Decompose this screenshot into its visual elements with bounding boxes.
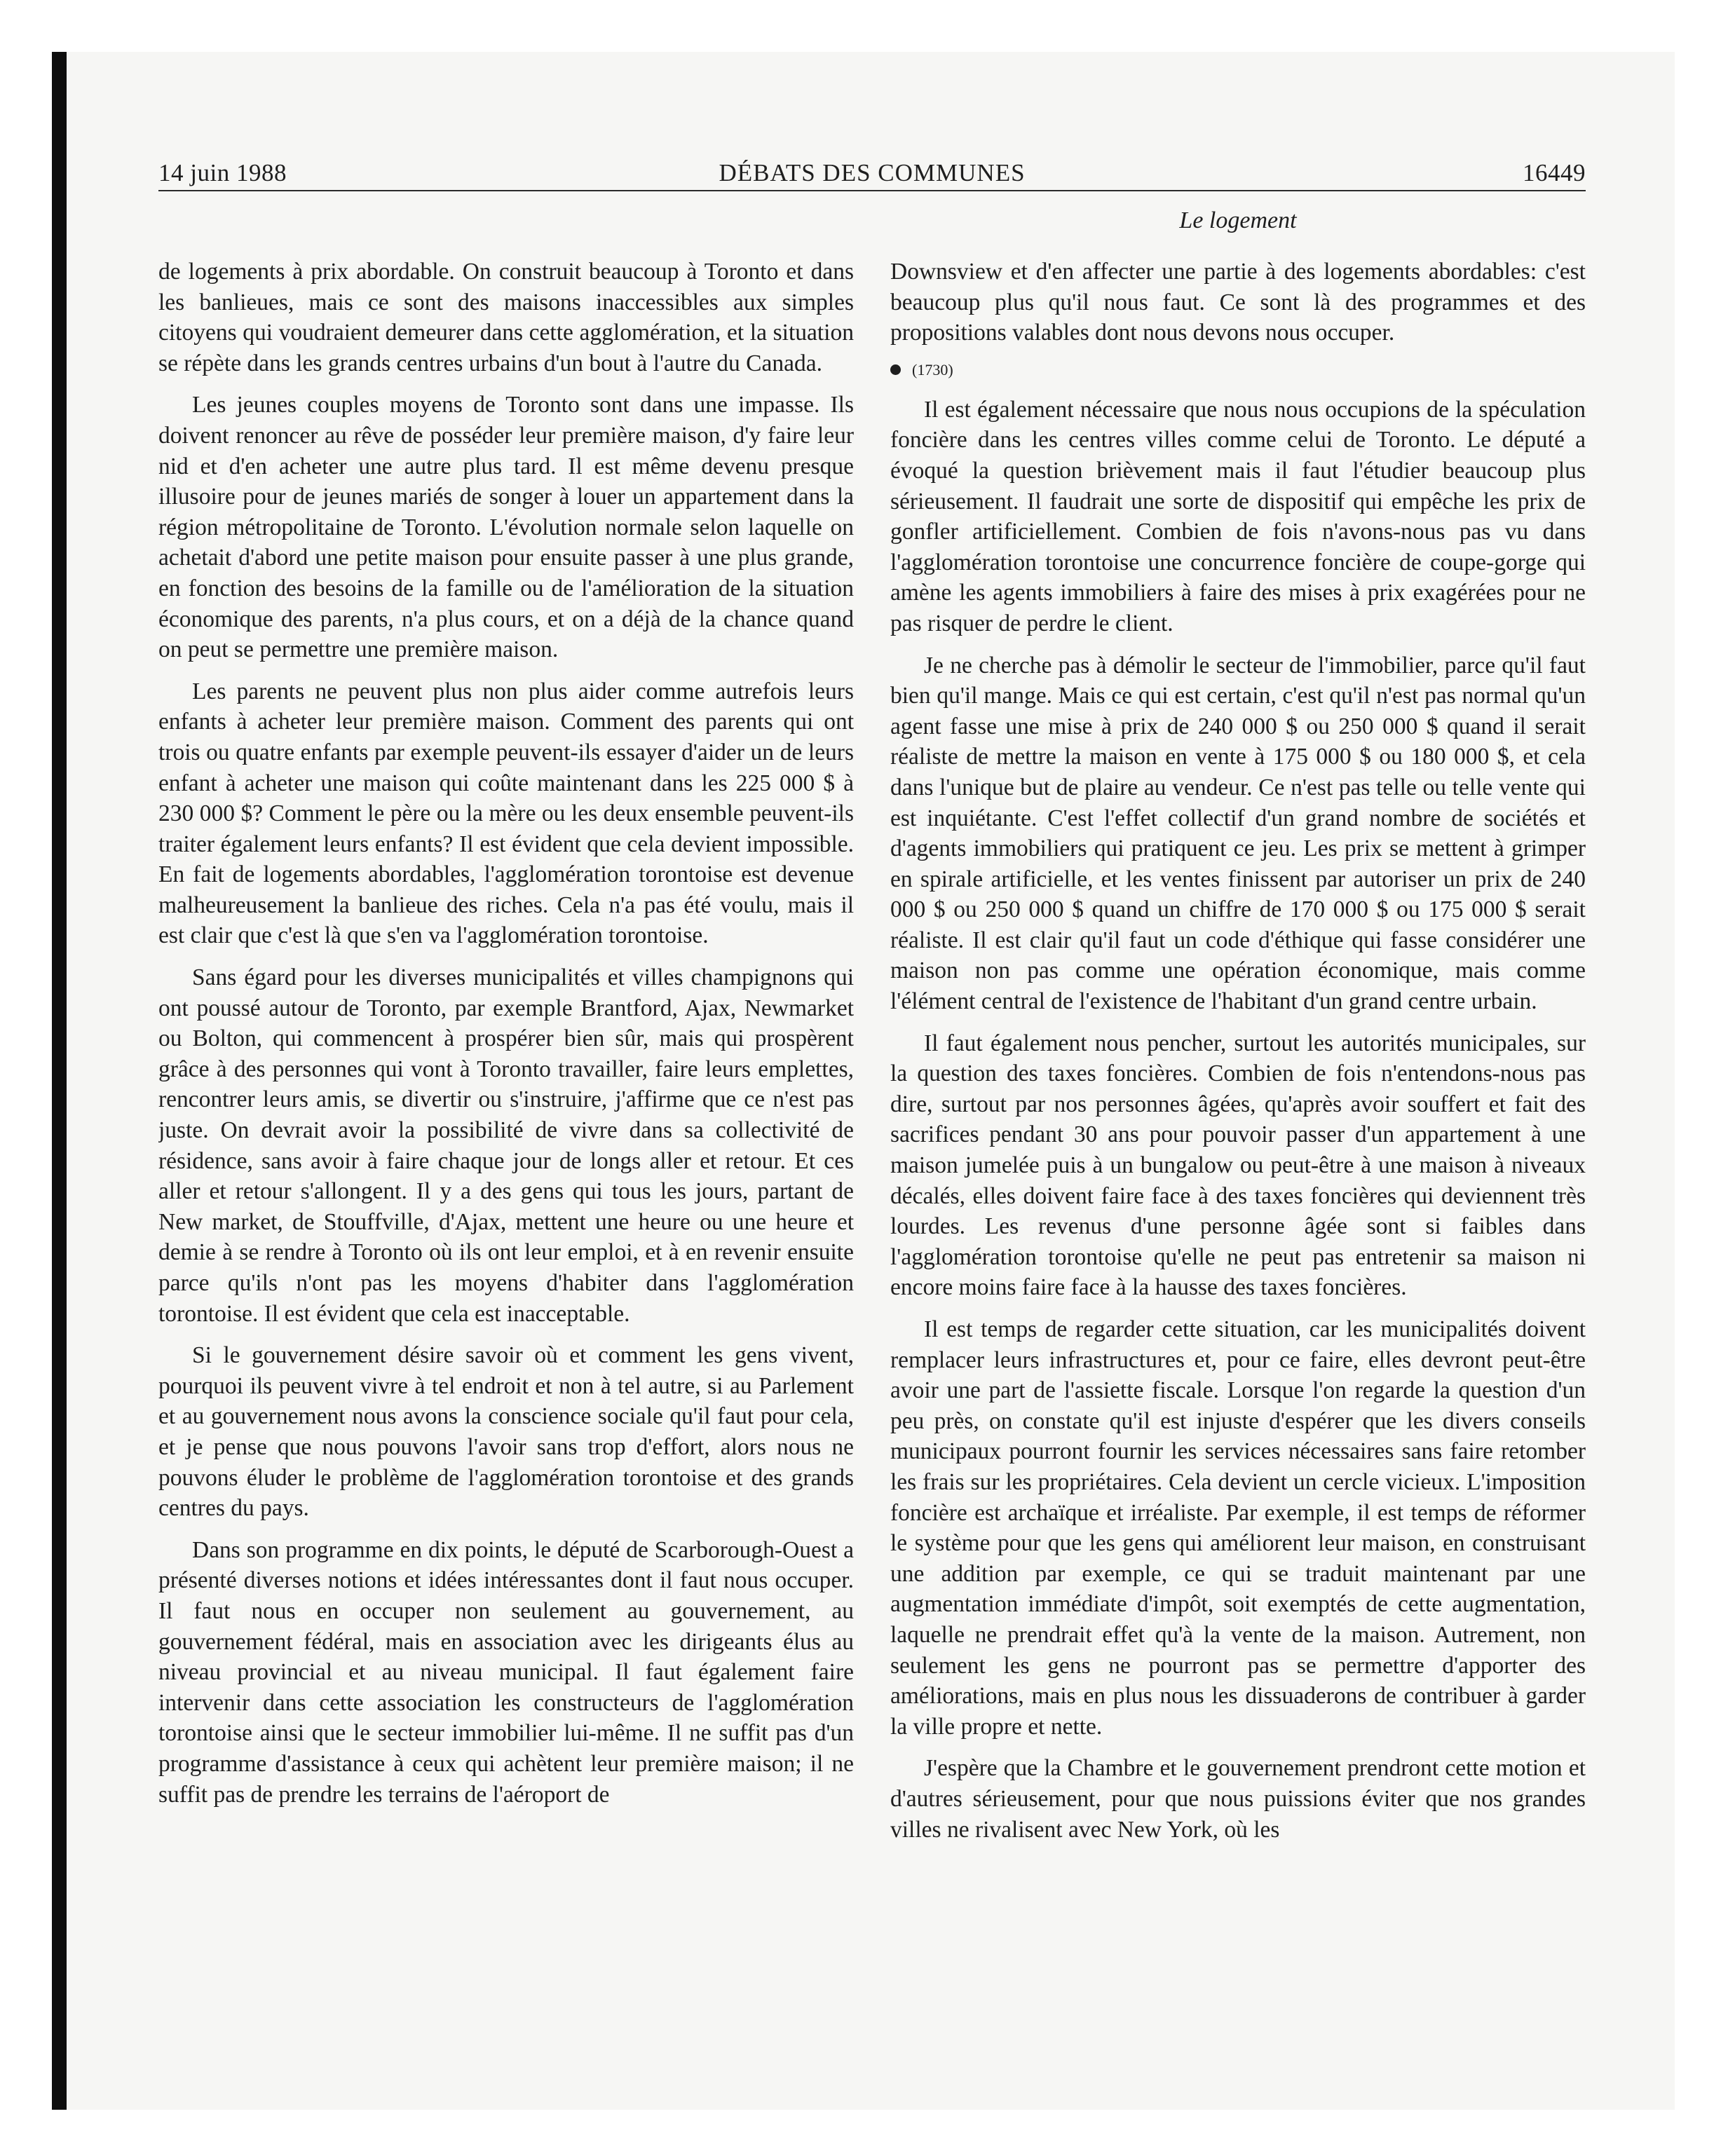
paragraph: Dans son programme en dix points, le député de Scarborough-Ouest a présenté diverses notions et idées intéressantes dont il faut nous occuper. Il faut nous en occuper non seulement au gouvernement, au gouvernement fédéral, mais en association avec les dirigeants élus au niveau provincial et au niveau municipal. Il faut également faire intervenir dans cette association les constructeurs de l'agglomération torontoise ainsi que le secteur immobilier lui-même. Il ne suffit pas d'un programme d'assistance à ceux qui achètent leur première maison; il ne suffit pas de prendre les terrains de l'aéroport de <box>158 1536 854 1808</box>
paragraph: Sans égard pour les diverses municipalités et villes champignons qui ont poussé autour de Toronto, par exemple Brantford, Ajax, Newmarket ou Bolton, qui commencent à prospérer bien sûr, mais qui prospèrent grâce à des personnes qui vont à Toronto travailler, faire leurs emplettes, rencontrer leurs amis, se divertir ou s'instruire, j'affirme que ce n'est pas juste. On devrait avoir la possibilité de vivre dans sa collectivité de résidence, sans avoir à faire chaque jour de longs aller et retour. Et ces aller et retour s'allongent. Il y a des gens qui tous les jours, partant de New market, de Stouffville, d'Ajax, mettent une heure ou une heure et demie à se rendre à Toronto où ils ont leur emploi, et à en revenir ensuite parce qu'ils n'ont pas les moyens d'habiter dans l'agglomération torontoise. Il est évident que cela est inacceptable. <box>158 964 854 1327</box>
paragraph: Downsview et d'en affecter une partie à des logements abordables: c'est beaucoup plus qu'il nous faut. Ce sont là des programmes et des propositions valables dont nous devons nous occuper. <box>890 259 1586 346</box>
paragraph: J'espère que la Chambre et le gouvernement prendront cette motion et d'autres sérieusement, pour que nous puissions éviter que nos grandes villes ne rivalisent avec New York, où les <box>890 1755 1586 1843</box>
paragraph: Je ne cherche pas à démolir le secteur de l'immobilier, parce qu'il faut bien qu'il mange. Mais ce qui est certain, c'est qu'il n'est pas normal qu'un agent fasse une mise à prix de 240 000 $ ou 250 000 $ quand il serait réaliste de mettre la maison en vente à 175 000 $ ou 180 000 $, et cela dans l'unique but de plaire au vendeur. Ce n'est pas telle ou telle vente qui est inquiétante. C'est l'effet collectif d'un grand nombre de sociétés et d'agents immobiliers qui pratiquent ce jeu. Les prix se mettent à grimper en spirale artificielle, et les ventes finissent par autoriser un prix de 240 000 $ ou 250 000 $ quand un chiffre de 170 000 $ ou 175 000 $ serait réaliste. Il est clair qu'il faut un code d'éthique qui fasse considérer une maison non pas comme une opération économique, mais comme l'élément central de l'existence de l'habitant d'un grand centre urbain. <box>890 652 1586 1015</box>
paragraph: Les jeunes couples moyens de Toronto sont dans une impasse. Ils doivent renoncer au rêve de posséder leur première maison, d'y faire leur nid et d'en acheter une autre plus tard. Il est même devenu presque illusoire pour de jeunes mariés de songer à louer un appartement dans la région métropolitaine de Toronto. L'évolution normale selon laquelle on achetait d'abord une petite maison pour ensuite passer à une plus grande, en fonction des besoins de la famille ou de l'amélioration de la situation économique des parents, n'a plus cours, et on a déjà de la chance quand on peut se permettre une première maison. <box>158 392 854 663</box>
header-date: 14 juin 1988 <box>158 159 287 186</box>
paragraph: de logements à prix abordable. On construit beaucoup à Toronto et dans les banlieues, mais ce sont des maisons inaccessibles aux simples citoyens qui voudraient demeurer dans cette agglomération, et la situation se répète dans les grands centres urbains d'un bout à l'autre du Canada. <box>158 259 854 376</box>
subject-heading: Le logement <box>1179 207 1297 233</box>
scan-edge-bar <box>52 52 67 2110</box>
running-header <box>158 156 1586 191</box>
time-marker <box>890 360 1586 381</box>
paragraph: Il est temps de regarder cette situation, car les municipalités doivent remplacer leurs infrastructures et, pour ce faire, elles devront peut-être avoir une part de l'assiette fiscale. Lorsque l'on regarde la question d'un peu près, on constate qu'il est injuste d'espérer que les divers conseils municipaux pourront fournir les services nécessaires sans faire retomber les frais sur les propriétaires. Cela devient un cercle vicieux. L'imposition foncière est archaïque et irréaliste. Par exemple, il est temps de réformer le système pour que les gens qui améliorent leur maison, en construisant une addition par exemple, ce qui se traduit maintenant par une augmentation immédiate d'impôt, soit exemptés de cette augmentation, laquelle ne prendrait effet qu'à la vente de la maison. Autrement, non seulement les gens ne pourront pas se permettre d'apporter des améliorations, mais en plus nous les dissuaderons de contribuer à garder la ville propre et nette. <box>890 1316 1586 1740</box>
paragraph: Si le gouvernement désire savoir où et comment les gens vivent, pourquoi ils peuvent vivre à tel endroit et non à tel autre, si au Parlement et au gouvernement nous avons la conscience sociale qu'il faut pour cela, et je pense que nous pouvons l'avoir sans trop d'effort, alors nous ne pouvons éluder le problème de l'agglomération torontoise et des grands centres du pays. <box>158 1342 854 1522</box>
bullet-dot-icon <box>890 364 901 375</box>
header-title: DÉBATS DES COMMUNES <box>719 159 1026 186</box>
time-marker-label: (1730) <box>912 360 953 378</box>
left-column <box>158 257 854 2079</box>
header-rule <box>158 190 1586 191</box>
paragraph: Il faut également nous pencher, surtout les autorités municipales, sur la question des taxes foncières. Combien de fois n'entendons-nous pas dire, surtout par nos personnes âgées, qu'après avoir souffert et fait des sacrifices pendant 30 ans pour pouvoir passer d'un appartement à une maison jumelée puis à un bungalow ou peut-être à une maison à niveaux décalés, elles doivent faire face à des taxes foncières qui deviennent très lourdes. Les revenus d'une personne âgée sont si faibles dans l'agglomération torontoise qu'elle ne peut pas entretenir sa maison ni encore moins faire face à la hausse des taxes foncières. <box>890 1030 1586 1301</box>
paragraph: Il est également nécessaire que nous nous occupions de la spéculation foncière dans les centres villes comme celui de Toronto. Le député a évoqué la question brièvement mais il faut l'étudier beaucoup plus sérieusement. Il faudrait une sorte de dispositif qui empêche les prix de gonfler artificiellement. Combien de fois n'avons-nous pas vu dans l'agglomération torontoise une concurrence foncière de coupe-gorge qui amène les agents immobiliers à faire des mises à prix exagérées pour ne pas risquer de perdre le client. <box>890 396 1586 636</box>
right-column <box>890 257 1586 2079</box>
page-number: 16449 <box>1523 159 1586 186</box>
paragraph: Les parents ne peuvent plus non plus aider comme autrefois leurs enfants à acheter leur première maison. Comment des parents qui ont trois ou quatre enfants par exemple peuvent-ils essayer d'aider un de leurs enfant à acheter une maison qui coûte maintenant dans les 225 000 $ à 230 000 $? Comment le père ou la mère ou les deux ensemble peuvent-ils traiter également leurs enfants? Il est évident que cela devient impossible. En fait de logements abordables, l'agglomération torontoise est devenue malheureusement la banlieue des riches. Cela n'a pas été voulu, mais il est clair que c'est là que s'en va l'agglomération torontoise. <box>158 678 854 949</box>
